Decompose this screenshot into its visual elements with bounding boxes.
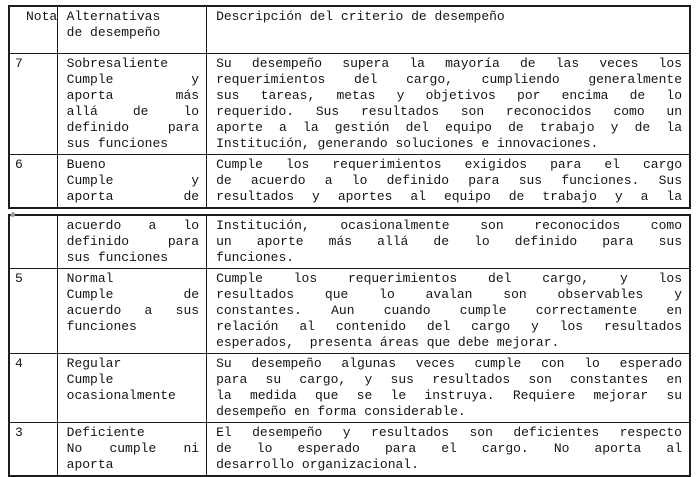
- text-line: de lo esperado para el cargo. No aporta al: [216, 441, 682, 456]
- text-line: 7: [15, 56, 23, 71]
- text-line: Bueno: [66, 157, 106, 172]
- table-row: [9, 155, 690, 209]
- text-line: sus funciones: [66, 136, 169, 151]
- table-row: [9, 423, 690, 477]
- text-line: Cumple de: [66, 287, 200, 302]
- nota-cell: [9, 215, 57, 269]
- text-line: Regular: [66, 356, 122, 371]
- text-line: Cumple y: [66, 173, 200, 188]
- text-line: funciones: [66, 319, 137, 334]
- text-line: definido para: [66, 234, 200, 249]
- text-line: desarrollo organizacional.: [216, 457, 419, 472]
- text-line: Deficiente: [66, 425, 145, 440]
- alternativas-cell: [57, 155, 206, 209]
- text-line: aporte a la gestión del equipo de trabajo y de la: [216, 120, 682, 135]
- text-line: Alternativas: [66, 9, 161, 24]
- text-line: de desempeño: [66, 25, 161, 40]
- descripcion-cell: [207, 269, 690, 354]
- nota-cell: [9, 155, 57, 209]
- text-line: requerido. Sus resultados son reconocidos como un: [216, 104, 682, 119]
- text-line: un aporte más allá de lo definido para sus: [216, 234, 682, 249]
- table-row: [9, 54, 690, 155]
- table-row: [9, 215, 690, 269]
- nota-cell: [9, 423, 57, 477]
- text-line: aporta: [66, 457, 114, 472]
- nota-cell: [9, 6, 57, 54]
- text-line: resultados que lo avalan son observables y: [216, 287, 682, 302]
- text-line: resultados y aportes al equipo de trabajo y a la: [216, 189, 682, 204]
- table-row: [9, 269, 690, 354]
- text-line: Normal: [66, 271, 114, 286]
- table-row: [9, 354, 690, 423]
- descripcion-cell: [207, 155, 690, 209]
- text-line: esperados, presenta áreas que debe mejorar.: [216, 335, 560, 350]
- descripcion-cell: [207, 354, 690, 423]
- nota-cell: [9, 54, 57, 155]
- text-line: aporta de: [66, 189, 200, 204]
- text-line: de acuerdo a lo definido para sus funciones. Sus: [216, 173, 682, 188]
- text-line: 6: [15, 157, 23, 172]
- alternativas-cell: [57, 354, 206, 423]
- text-line: El desempeño y resultados son deficientes respecto: [216, 425, 682, 440]
- text-line: sus tareas, metas y objetivos por encima de lo: [216, 88, 682, 103]
- text-line: aporta más: [66, 88, 200, 103]
- text-line: acuerdo a sus: [66, 303, 200, 318]
- alternativas-cell: [57, 215, 206, 269]
- descripcion-cell: [207, 215, 690, 269]
- text-line: 3: [15, 425, 23, 440]
- text-line: sus funciones: [66, 250, 169, 265]
- text-line: acuerdo a lo: [66, 218, 200, 233]
- text-line: constantes. Aun cuando cumple correctamente en: [216, 303, 682, 318]
- alternativas-cell: [57, 269, 206, 354]
- text-line: No cumple ni: [66, 441, 200, 456]
- text-line: relación al contenido del cargo y los resultados: [216, 319, 682, 334]
- text-line: ocasionalmente: [66, 388, 176, 403]
- header-row: [9, 6, 690, 54]
- alternativas-cell: [57, 423, 206, 477]
- text-line: allá de lo: [66, 104, 200, 119]
- text-line: Institución, ocasionalmente son reconocidos como: [216, 218, 682, 233]
- text-line: definido para: [66, 120, 200, 135]
- nota-cell: [9, 269, 57, 354]
- text-line: Institución, generando soluciones e innovaciones.: [216, 136, 599, 151]
- text-line: Su desempeño supera la mayoría de las veces los: [216, 56, 682, 71]
- text-line: Nota: [26, 9, 58, 24]
- text-line: Sobresaliente: [66, 56, 169, 71]
- text-line: Cumple: [66, 372, 114, 387]
- text-line: Descripción del criterio de desempeño: [216, 9, 505, 24]
- nota-cell: [9, 354, 57, 423]
- text-line: para su cargo, y sus resultados son constantes en: [216, 372, 682, 387]
- text-line: Cumple los requerimientos del cargo, y los: [216, 271, 682, 286]
- descripcion-cell: [207, 6, 690, 54]
- alternativas-cell: [57, 6, 206, 54]
- text-line: la medida que se le instruya. Requiere mejorar su: [216, 388, 682, 403]
- performance-table-part-2: [8, 214, 691, 477]
- descripcion-cell: [207, 423, 690, 477]
- text-line: desempeño en forma considerable.: [216, 404, 466, 419]
- alternativas-cell: [57, 54, 206, 155]
- text-line: funciones.: [216, 250, 295, 265]
- performance-table-part-1: [8, 5, 691, 209]
- descripcion-cell: [207, 54, 690, 155]
- text-line: 4: [15, 356, 23, 371]
- text-line: Cumple los requerimientos exigidos para el cargo: [216, 157, 682, 172]
- text-line: Cumple y: [66, 72, 200, 87]
- text-line: 5: [15, 271, 23, 286]
- text-line: requerimientos del cargo, cumpliendo generalmente: [216, 72, 682, 87]
- text-line: Su desempeño algunas veces cumple con lo esperado: [216, 356, 682, 371]
